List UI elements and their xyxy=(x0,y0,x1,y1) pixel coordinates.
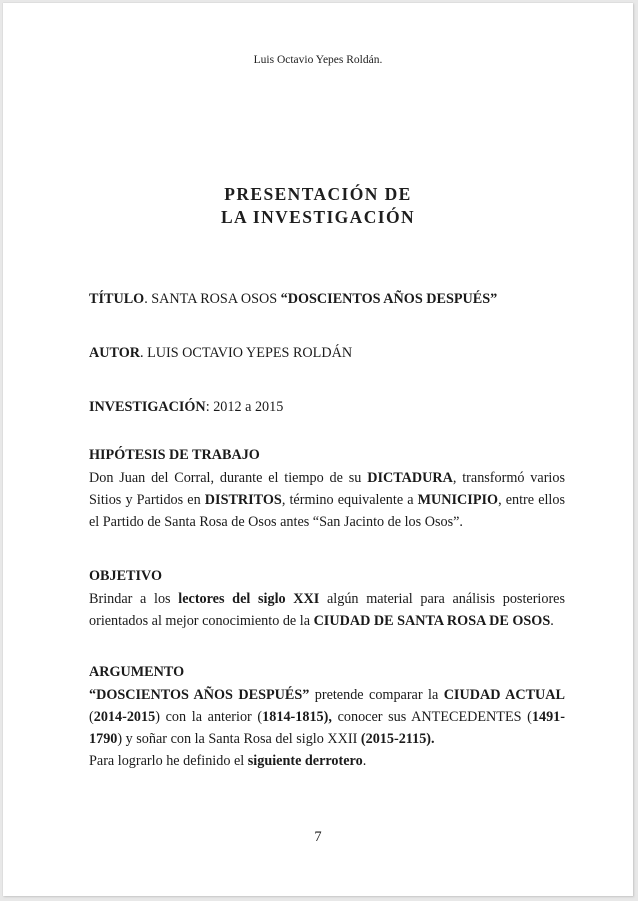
investigacion-line xyxy=(89,396,565,418)
argumento-text-4: conocer sus ANTECEDENTES ( xyxy=(331,709,532,725)
autor-line xyxy=(89,342,565,364)
titulo-sep: . xyxy=(144,291,152,307)
argumento-closing-bold: siguiente derrotero xyxy=(247,753,363,769)
titulo-value-bold: “DOSCIENTOS AÑOS DESPUÉS” xyxy=(280,291,498,307)
objetivo-bold-2: CIUDAD DE SANTA ROSA DE OSOS xyxy=(313,613,551,629)
objetivo-section xyxy=(89,565,565,632)
investigacion-sep: : xyxy=(205,399,214,415)
page-number: 7 xyxy=(314,829,322,845)
argumento-text-5: ) y soñar con la Santa Rosa del siglo XXII xyxy=(117,731,361,747)
hipotesis-text-2: , transformó varios Sitios y Partidos en xyxy=(89,470,565,508)
titulo-line xyxy=(89,288,565,310)
argumento-text-3: ) con la anterior ( xyxy=(155,709,263,725)
argumento-paragraph xyxy=(89,684,565,750)
argumento-closing-text-1: Para lograrlo he definido el xyxy=(89,753,248,769)
investigacion-value: 2012 a 2015 xyxy=(213,399,284,415)
argumento-bold-6: (2015-2115). xyxy=(360,731,435,747)
argumento-text-1: pretende comparar la xyxy=(309,687,444,703)
hipotesis-bold-3: MUNICIPIO xyxy=(417,492,499,508)
argumento-bold-3: 2014-2015 xyxy=(93,709,156,725)
autor-label: AUTOR xyxy=(89,345,140,361)
argumento-bold-4: 1814-1815), xyxy=(262,709,332,725)
document-page xyxy=(3,3,633,896)
objetivo-bold-1: lectores del siglo XXI xyxy=(178,591,320,607)
hipotesis-heading: HIPÓTESIS DE TRABAJO xyxy=(89,447,260,463)
hipotesis-text-1: Don Juan del Corral, durante el tiempo de su xyxy=(89,470,368,486)
hipotesis-section xyxy=(89,444,565,533)
hipotesis-bold-1: DICTADURA xyxy=(367,470,453,486)
argumento-section xyxy=(89,661,565,772)
argumento-bold-5: 1491-1790 xyxy=(89,709,565,747)
titulo-value: SANTA ROSA OSOS xyxy=(151,291,281,307)
argumento-bold-1: “DOSCIENTOS AÑOS DESPUÉS” xyxy=(89,687,310,703)
objetivo-text-3: . xyxy=(550,613,554,629)
page-title xyxy=(3,183,633,229)
autor-value: LUIS OCTAVIO YEPES ROLDÁN xyxy=(147,345,353,361)
argumento-text-2: ( xyxy=(89,709,94,725)
hipotesis-paragraph xyxy=(89,467,565,533)
titulo-label: TÍTULO xyxy=(89,291,145,307)
objetivo-text-2: algún material para análisis posteriores orientados al mejor conocimiento de la xyxy=(89,591,565,629)
argumento-closing-text-2: . xyxy=(362,753,367,769)
title-line-1: PRESENTACIÓN DE xyxy=(224,184,412,204)
hipotesis-text-3: , término equivalente a xyxy=(281,492,418,508)
objetivo-text-1: Brindar a los xyxy=(89,591,179,607)
objetivo-heading: OBJETIVO xyxy=(89,568,163,584)
hipotesis-text-4: , entre ellos el Partido de Santa Rosa de Osos antes “San Jacinto de los Osos”. xyxy=(89,492,565,530)
autor-sep: . xyxy=(139,345,148,361)
argumento-closing-line xyxy=(89,750,565,772)
investigacion-label: INVESTIGACIÓN xyxy=(89,399,206,415)
argumento-heading: ARGUMENTO xyxy=(89,664,185,680)
running-header: Luis Octavio Yepes Roldán. xyxy=(253,54,383,66)
hipotesis-bold-2: DISTRITOS xyxy=(204,492,282,508)
title-line-2: LA INVESTIGACIÓN xyxy=(220,207,416,227)
objetivo-paragraph xyxy=(89,588,565,632)
argumento-bold-2: CIUDAD ACTUAL xyxy=(443,687,565,703)
